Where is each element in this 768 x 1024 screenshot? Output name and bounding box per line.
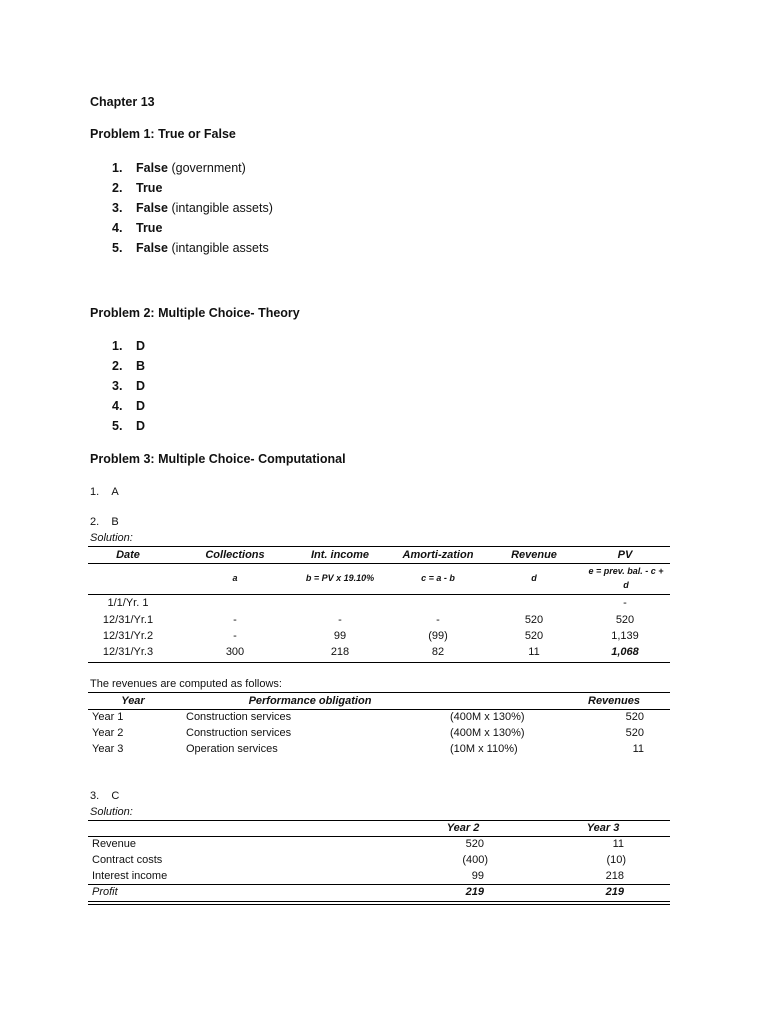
col-header-revenue: Revenue — [511, 549, 557, 561]
table-cell: 520 — [524, 614, 544, 626]
list-item: 4. D — [112, 399, 146, 413]
table-cell-profit-year2: 219 — [465, 886, 484, 898]
table-cell: 99 — [471, 870, 484, 882]
table-cell: 520 — [625, 727, 644, 739]
table-cell: Contract costs — [92, 854, 163, 866]
list-item: 5. False (intangible assets — [112, 241, 269, 255]
table-cell: Year 2 — [92, 727, 124, 739]
col-header-pv: PV — [617, 549, 633, 561]
table-cell-final-pv: 1,068 — [611, 646, 639, 658]
table-cell: 11 — [528, 646, 540, 658]
table-cell: (10) — [606, 854, 626, 866]
table-rule — [88, 563, 670, 564]
problem3-title: Problem 3: Multiple Choice- Computational — [90, 452, 346, 466]
table-cell: 99 — [333, 630, 347, 642]
table-cell: 520 — [524, 630, 544, 642]
table-cell: 300 — [225, 646, 245, 658]
table-cell: - — [233, 614, 237, 626]
list-item: 5. D — [112, 419, 146, 433]
table-rule — [88, 901, 670, 902]
col-header-revenues: Revenues — [588, 695, 640, 707]
q3-answer: 3. C — [90, 790, 120, 802]
table-cell-profit-label: Profit — [92, 886, 118, 898]
col-header-amortization: Amorti-zation — [402, 549, 474, 561]
q2-answer: 2. B — [90, 516, 119, 528]
table-cell: 218 — [330, 646, 350, 658]
list-item: 3. D — [112, 379, 146, 393]
table-cell: 1/1/Yr. 1 — [107, 597, 149, 609]
list-item: 2. B — [112, 359, 146, 373]
list-item: 2. True — [112, 181, 163, 195]
subheader-a: a — [232, 573, 238, 583]
table-cell: Revenue — [92, 838, 137, 850]
list-item: 1. D — [112, 339, 146, 353]
subheader-e-line1: e = prev. bal. - c + — [588, 566, 664, 576]
table-cell: Operation services — [186, 743, 278, 755]
table-cell: 218 — [605, 870, 624, 882]
table-cell: 1,139 — [611, 630, 639, 642]
subheader-c: c = a - b — [421, 573, 455, 583]
table-cell: - — [233, 630, 237, 642]
table-cell: - — [623, 597, 627, 609]
table-rule — [88, 836, 670, 837]
problem1-answer-list — [112, 158, 273, 258]
table-cell: - — [338, 614, 342, 626]
q2-solution-label: Solution: — [90, 532, 133, 544]
col-header-date: Date — [116, 549, 140, 561]
subheader-e-line2: d — [623, 580, 629, 590]
q1-answer: 1. A — [90, 486, 119, 498]
col-header-performance-obligation: Performance obligation — [248, 695, 372, 707]
table-cell: (400M x 130%) — [450, 727, 525, 739]
list-item: 3. False (intangible assets) — [112, 201, 273, 215]
subheader-b: b = PV x 19.10% — [305, 573, 375, 583]
table-cell: (400) — [462, 854, 488, 866]
problem1-title: Problem 1: True or False — [90, 127, 236, 141]
table-cell: Interest income — [92, 870, 168, 882]
table-rule — [88, 662, 670, 663]
table-rule — [88, 904, 670, 905]
table-rule — [88, 594, 670, 595]
col-header-int-income: Int. income — [310, 549, 370, 561]
col-header-year3: Year 3 — [586, 822, 620, 834]
subheader-d: d — [531, 573, 537, 583]
table-cell: 520 — [465, 838, 484, 850]
table-cell: - — [436, 614, 440, 626]
table-cell: Construction services — [186, 727, 292, 739]
revenues-caption: The revenues are computed as follows: — [90, 678, 282, 690]
table-cell: Construction services — [186, 711, 292, 723]
table-rule — [88, 709, 670, 710]
table-cell: 82 — [431, 646, 445, 658]
col-header-collections: Collections — [205, 549, 265, 561]
table-rule — [88, 820, 670, 821]
table-rule — [88, 692, 670, 693]
col-header-year: Year — [121, 695, 145, 707]
table-rule — [88, 546, 670, 547]
table-cell: Year 1 — [92, 711, 124, 723]
table-cell-profit-year3: 219 — [605, 886, 624, 898]
table-cell: (99) — [428, 630, 448, 642]
table-rule — [88, 884, 670, 885]
table-cell: Year 3 — [92, 743, 124, 755]
list-item: 1. False (government) — [112, 161, 246, 175]
chapter-title: Chapter 13 — [90, 95, 155, 109]
list-item: 4. True — [112, 221, 163, 235]
table-cell: 520 — [615, 614, 635, 626]
table-cell: 11 — [612, 838, 624, 850]
table-cell: 11 — [632, 743, 644, 755]
table-cell: 520 — [625, 711, 644, 723]
table-cell: (400M x 130%) — [450, 711, 525, 723]
table-cell: 12/31/Yr.1 — [102, 614, 154, 626]
q3-solution-label: Solution: — [90, 806, 133, 818]
problem2-answer-list — [112, 336, 145, 436]
col-header-year2: Year 2 — [446, 822, 480, 834]
problem2-title: Problem 2: Multiple Choice- Theory — [90, 306, 300, 320]
table-cell: 12/31/Yr.2 — [102, 630, 154, 642]
table-cell: 12/31/Yr.3 — [102, 646, 154, 658]
table-cell: (10M x 110%) — [450, 743, 518, 755]
